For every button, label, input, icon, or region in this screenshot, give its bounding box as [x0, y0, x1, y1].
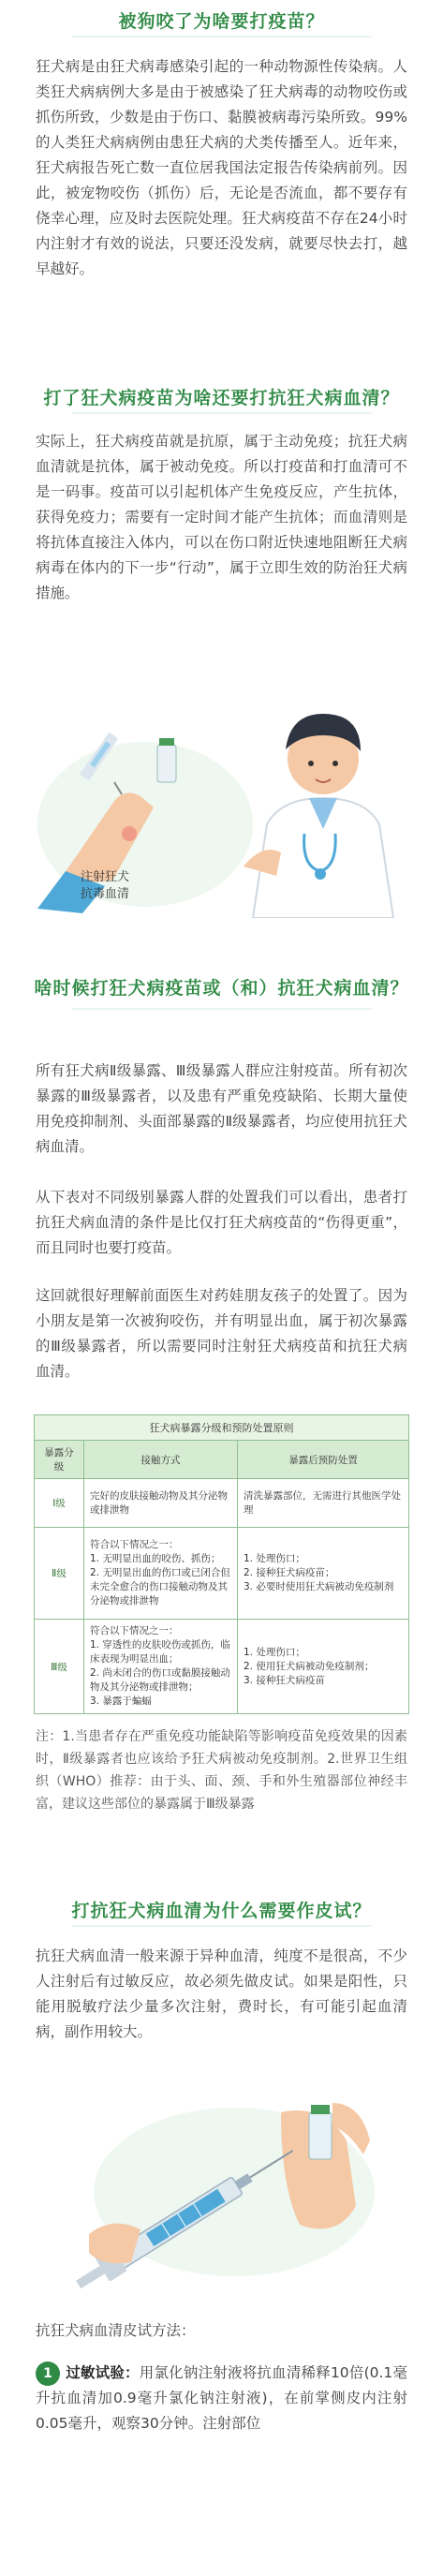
title-underline: [72, 412, 372, 414]
title-underline: [72, 36, 372, 37]
section-title: 被狗咬了为啥要打疫苗？: [118, 11, 325, 32]
table-header-treatment: 暴露后预防处置: [238, 1441, 409, 1479]
table-row: [35, 1479, 409, 1528]
section-title: 啥时候打狂犬病疫苗或（和）抗狂犬病血清？: [34, 978, 409, 999]
table-cell-contact: 符合以下情况之一： 1. 穿透性的皮肤咬伤或抓伤，临床表现为明显出血； 2. 尚未闭合的伤口或黏膜接触动物及其分泌物或排泄物； 3. 暴露于蝙蝠: [84, 1620, 238, 1714]
table-cell-treatment: 清洗暴露部位，无需进行其他医学处理: [238, 1479, 409, 1528]
table-cell-contact: 符合以下情况之一： 1. 无明显出血的咬伤、抓伤； 2. 无明显出血的伤口或已闭合但未完全愈合的伤口接触动物及其分泌物或排泄物: [84, 1528, 238, 1620]
section-body: 狂犬病是由狂犬病毒感染引起的一种动物源性传染病。人类狂犬病病例大多是由于被感染了狂犬病毒的动物咬伤或抓伤所致，少数是由于伤口、黏膜被病毒污染所致。99%的人类狂犬病病例由患狂犬病的犬类传播至人。近年来，狂犬病报告死亡数一直位居我国法定报告传染病前列。因此，被宠物咬伤（抓伤）后，无论是否流血，都不要存有侥幸心理，应及时去医院处理。狂犬病疫苗不存在24小时内注射才有效的说法，只要还没发病，就要尽快去打，越早越好。: [36, 58, 407, 277]
table-cell-treatment: 1. 处理伤口； 2. 接种狂犬病疫苗； 3. 必要时使用狂犬病被动免疫制剂: [238, 1528, 409, 1620]
table-cell-level: Ⅲ级: [35, 1620, 84, 1714]
step-lead: 过敏试验：: [66, 2364, 140, 2381]
section-body-3: 这回就很好理解前面医生对药娃朋友孩子的处置了。因为小朋友是第一次被狗咬伤，并有明显出血，属于初次暴露的Ⅲ级暴露者，所以需要同时注射狂犬病疫苗和抗狂犬病血清。: [36, 1287, 407, 1380]
table-cell-level: Ⅰ级: [35, 1479, 84, 1528]
illustration-syringe: [0, 2075, 443, 2290]
title-underline: [72, 1008, 372, 1010]
table-cell-contact: 完好的皮肤接触动物及其分泌物或排泄物: [84, 1479, 238, 1528]
table-row: [35, 1620, 409, 1714]
section-serum-reason: [0, 384, 443, 414]
section-title: 打了狂犬病疫苗为啥还要打抗狂犬病血清？: [43, 388, 400, 408]
table-cell-treatment: 1. 处理伤口； 2. 使用狂犬病被动免疫制剂； 3. 接种狂犬病疫苗: [238, 1620, 409, 1714]
step-number-badge: 1: [36, 2361, 60, 2386]
exposure-table: [34, 1414, 409, 1714]
table-header-level: 暴露分级: [35, 1441, 84, 1479]
section-when-to-inject: [0, 974, 443, 1010]
table-note: 注：1.当患者存在严重免疫功能缺陷等影响疫苗免疫效果的因素时，Ⅱ级暴露者也应该给予狂犬病被动免疫制剂。2.世界卫生组织（WHO）推荐：由于头、面、颈、手和外生殖器部位神经丰富，建议这些部位的暴露属于Ⅲ级暴露: [36, 1729, 407, 1812]
table-caption: 狂犬病暴露分级和预防处置原则: [35, 1415, 409, 1441]
exposure-table-wrap: [0, 1414, 443, 1714]
section-body-1: 所有狂犬病Ⅱ级暴露、Ⅲ级暴露人群应注射疫苗。所有初次暴露的Ⅲ级暴露者，以及患有严重免疫缺陷、长期大量使用免疫抑制剂、头面部暴露的Ⅱ级暴露者，均应使用抗狂犬病血清。: [36, 1062, 407, 1155]
illustration-doctor: [0, 693, 443, 918]
illustration-label-line2: 抗毒血清: [81, 887, 130, 901]
syringe-illustration-svg: [0, 2075, 443, 2290]
section-body-2: 从下表对不同级别暴露人群的处置我们可以看出，患者打抗狂犬病血清的条件是比仅打狂犬病疫苗的“伤得更重”，而且同时也要打疫苗。: [36, 1189, 407, 1256]
section-body: 抗狂犬病血清一般来源于异种血清，纯度不是很高，不少人注射后有过敏反应，故必须先做皮试。如果是阳性，只能用脱敏疗法少量多次注射，费时长，有可能引起血清病，副作用较大。: [36, 1947, 407, 2040]
table-header-contact: 接触方式: [84, 1441, 238, 1479]
skin-test-step: [0, 2361, 443, 2436]
illustration-label-line1: 注射狂犬: [81, 870, 130, 884]
section-body: 实际上，狂犬病疫苗就是抗原，属于主动免疫；抗狂犬病血清就是抗体，属于被动免疫。所以打疫苗和打血清可不是一码事。疫苗可以引起机体产生免疫反应，产生抗体，获得免疫力；需要有一定时间才能产生抗体；而血清则是将抗体直接注入体内，可以在伤口附近快速地阻断狂犬病病毒在体内的下一步“行动”，属于立即生效的防治狂犬病措施。: [36, 433, 407, 601]
section-title: 打抗狂犬病血清为什么需要作皮试？: [71, 1901, 372, 1921]
table-cell-level: Ⅱ级: [35, 1528, 84, 1620]
section-skin-test: [0, 1897, 443, 1927]
section-rabies-vaccine: [0, 7, 443, 37]
method-title: 抗狂犬病血清皮试方法：: [36, 2322, 196, 2339]
title-underline: [72, 1925, 372, 1927]
step-text: 用氯化钠注射液将抗血清稀释10倍(0.1毫升抗血清加0.9毫升氯化钠注射液)，在前掌侧皮内注射0.05毫升，观察30分钟。注射部位: [36, 2364, 407, 2432]
table-row: [35, 1528, 409, 1620]
doctor-illustration-svg: [0, 693, 443, 918]
